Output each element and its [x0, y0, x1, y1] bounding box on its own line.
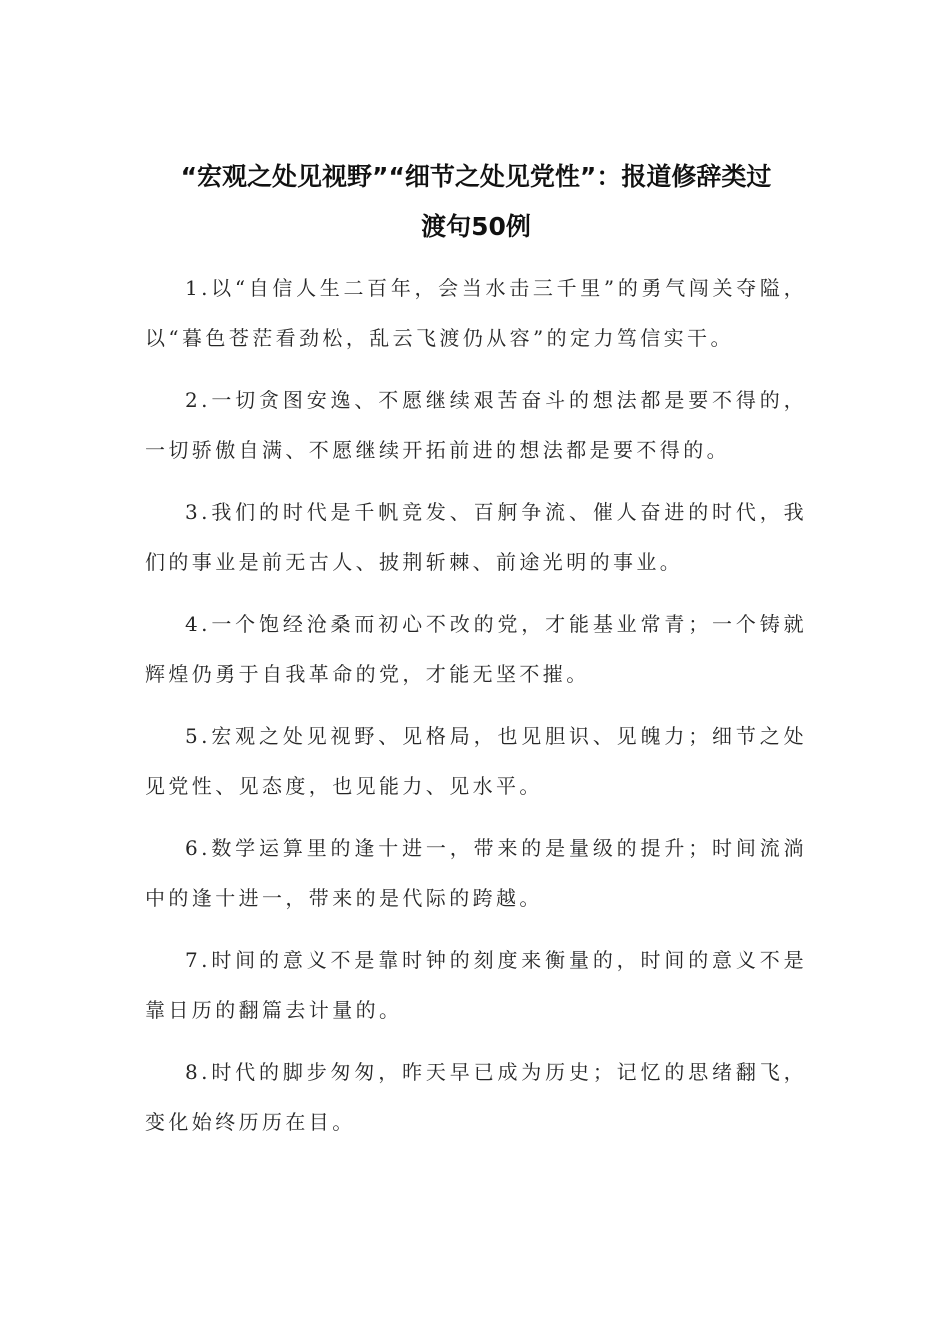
list-item: 2.一切贪图安逸、不愿继续艰苦奋斗的想法都是要不得的，一切骄傲自满、不愿继续开拓前进的想法都是要不得的。: [145, 388, 807, 462]
list-item: 8.时代的脚步匆匆，昨天早已成为历史；记忆的思绪翻飞，变化始终历历在目。: [145, 1060, 807, 1134]
title-line-1: “宏观之处见视野”“细节之处见党性”：报道修辞类过: [180, 162, 772, 191]
document-title: [135, 152, 817, 252]
title-line-2: 渡句50例: [421, 212, 531, 241]
sentence-list: [145, 263, 807, 1159]
list-item: 3.我们的时代是千帆竞发、百舸争流、催人奋进的时代，我们的事业是前无古人、披荆斩棘、前途光明的事业。: [145, 500, 807, 574]
list-item: 1.以“自信人生二百年，会当水击三千里”的勇气闯关夺隘，以“暮色苍茫看劲松，乱云飞渡仍从容”的定力笃信实干。: [145, 276, 807, 350]
list-item: 5.宏观之处见视野、见格局，也见胆识、见魄力；细节之处见党性、见态度，也见能力、见水平。: [145, 724, 807, 798]
list-item: 6.数学运算里的逢十进一，带来的是量级的提升；时间流淌中的逢十进一，带来的是代际的跨越。: [145, 836, 807, 910]
list-item: 4.一个饱经沧桑而初心不改的党，才能基业常青；一个铸就辉煌仍勇于自我革命的党，才能无坚不摧。: [145, 612, 807, 686]
list-item: 7.时间的意义不是靠时钟的刻度来衡量的，时间的意义不是靠日历的翻篇去计量的。: [145, 948, 807, 1022]
